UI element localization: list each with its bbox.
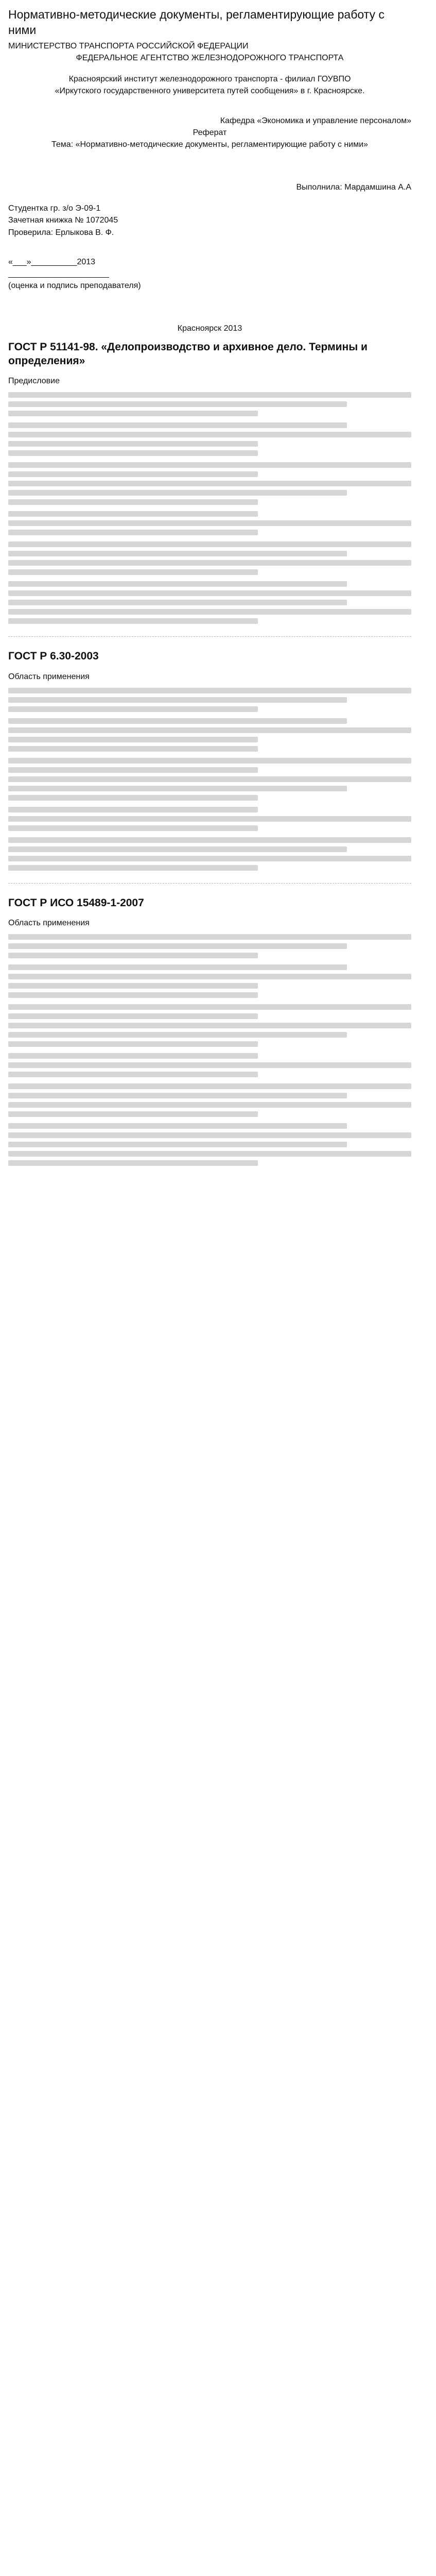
text-line-placeholder [8, 1004, 411, 1010]
paragraph-placeholder [8, 581, 411, 624]
text-line-placeholder [8, 1132, 411, 1138]
paragraph-placeholder [8, 422, 411, 456]
text-line-placeholder [8, 499, 258, 505]
checked-by-line: Проверила: Ерлыкова В. Ф. [8, 228, 114, 237]
text-line-placeholder [8, 727, 411, 733]
text-line-placeholder [8, 837, 411, 843]
paragraph-placeholder [8, 837, 411, 871]
text-line-placeholder [8, 560, 411, 566]
record-book-line: Зачетная книжка № 1072045 [8, 216, 118, 225]
text-line-placeholder [8, 1072, 258, 1077]
text-line-placeholder [8, 718, 347, 724]
text-line-placeholder [8, 697, 347, 703]
paragraph-placeholder [8, 718, 411, 752]
text-line-placeholder [8, 807, 258, 812]
text-line-placeholder [8, 964, 347, 970]
paragraph-placeholder [8, 1083, 411, 1117]
section-heading: ГОСТ Р 51141-98. «Делопроизводство и архивное дело. Термины и определения» [8, 341, 368, 367]
text-line-placeholder [8, 786, 347, 791]
document-section [8, 649, 411, 883]
ministry-line: МИНИСТЕРСТВО ТРАНСПОРТА РОССИЙСКОЙ ФЕДЕРАЦИИ [8, 41, 249, 50]
text-line-placeholder [8, 1111, 258, 1117]
text-line-placeholder [8, 1151, 411, 1157]
text-line-placeholder [8, 1053, 258, 1059]
text-line-placeholder [8, 816, 411, 822]
text-line-placeholder [8, 825, 258, 831]
text-line-placeholder [8, 581, 347, 587]
paragraph-placeholder [8, 964, 411, 998]
text-line-placeholder [8, 795, 258, 801]
text-line-placeholder [8, 943, 347, 949]
topic-line: Тема: «Нормативно-методические документы, регламентирующие работу с ними» [51, 140, 368, 149]
text-line-placeholder [8, 1102, 411, 1108]
text-line-placeholder [8, 746, 258, 752]
work-type-line: Реферат [193, 128, 227, 137]
document-page [0, 0, 420, 1193]
text-line-placeholder [8, 441, 258, 447]
institute-line: Красноярский институт железнодорожного транспорта - филиал ГОУВПО [68, 75, 351, 84]
text-line-placeholder [8, 511, 258, 517]
paragraph-placeholder [8, 807, 411, 831]
text-line-placeholder [8, 392, 411, 398]
text-line-placeholder [8, 530, 258, 535]
city-year-line: Красноярск 2013 [177, 324, 242, 333]
text-line-placeholder [8, 1093, 347, 1098]
document-section [8, 340, 411, 637]
text-line-placeholder [8, 569, 258, 575]
paragraph-placeholder [8, 1123, 411, 1166]
text-line-placeholder [8, 1013, 258, 1019]
section-heading: ГОСТ Р 6.30-2003 [8, 650, 99, 663]
text-line-placeholder [8, 600, 347, 605]
paragraph-placeholder [8, 541, 411, 575]
paragraph-placeholder [8, 688, 411, 712]
text-line-placeholder [8, 1062, 411, 1068]
text-line-placeholder [8, 856, 411, 861]
section-divider [8, 636, 411, 637]
paragraph-placeholder [8, 1053, 411, 1077]
text-line-placeholder [8, 688, 411, 693]
text-line-placeholder [8, 490, 347, 496]
text-line-placeholder [8, 758, 411, 764]
text-line-placeholder [8, 411, 258, 416]
section-label: Предисловие [8, 377, 60, 386]
text-line-placeholder [8, 590, 411, 596]
section-label: Область применения [8, 672, 90, 681]
paragraph-placeholder [8, 462, 411, 505]
text-line-placeholder [8, 401, 347, 407]
text-line-placeholder [8, 481, 411, 486]
text-line-placeholder [8, 846, 347, 852]
section-divider [8, 883, 411, 884]
student-group-line: Студентка гр. з/о Э-09-1 [8, 204, 101, 213]
text-line-placeholder [8, 1032, 347, 1038]
text-line-placeholder [8, 1023, 411, 1028]
document-sections [8, 340, 411, 1166]
text-line-placeholder [8, 450, 258, 456]
agency-line: ФЕДЕРАЛЬНОЕ АГЕНТСТВО ЖЕЛЕЗНОДОРОЖНОГО ТРАНСПОРТА [76, 53, 344, 62]
text-line-placeholder [8, 1083, 411, 1089]
text-line-placeholder [8, 618, 258, 624]
text-line-placeholder [8, 1142, 347, 1147]
text-line-placeholder [8, 422, 347, 428]
text-line-placeholder [8, 462, 411, 468]
text-line-placeholder [8, 541, 411, 547]
date-line: «___»__________2013 [8, 257, 96, 266]
text-line-placeholder [8, 1123, 347, 1129]
section-heading: ГОСТ Р ИСО 15489-1-2007 [8, 896, 144, 909]
text-line-placeholder [8, 551, 347, 556]
paragraph-placeholder [8, 934, 411, 958]
text-line-placeholder [8, 953, 258, 958]
document-section [8, 896, 411, 1166]
university-line: «Иркутского государственного университета путей сообщения» в г. Красноярске. [55, 87, 365, 96]
text-line-placeholder [8, 934, 411, 940]
text-line-placeholder [8, 776, 411, 782]
text-line-placeholder [8, 706, 258, 712]
author-line: Выполнила: Мардамшина А.А [296, 183, 411, 192]
text-line-placeholder [8, 974, 411, 979]
paragraph-placeholder [8, 758, 411, 801]
paragraph-placeholder [8, 511, 411, 535]
text-line-placeholder [8, 1041, 258, 1047]
text-line-placeholder [8, 992, 258, 998]
grade-caption: (оценка и подпись преподавателя) [8, 281, 141, 291]
paragraph-placeholder [8, 392, 411, 416]
department-line: Кафедра «Экономика и управление персоналом» [220, 116, 411, 125]
text-line-placeholder [8, 767, 258, 773]
text-line-placeholder [8, 609, 411, 615]
title-page [8, 40, 411, 335]
text-line-placeholder [8, 983, 258, 989]
signature-line: ______________________ [8, 269, 109, 279]
text-line-placeholder [8, 520, 411, 526]
section-label: Область применения [8, 919, 90, 928]
text-line-placeholder [8, 865, 258, 871]
text-line-placeholder [8, 432, 411, 437]
text-line-placeholder [8, 737, 258, 742]
text-line-placeholder [8, 471, 258, 477]
paragraph-placeholder [8, 1004, 411, 1047]
document-title: Нормативно-методические документы, регламентирующие работу с ними [8, 8, 385, 37]
text-line-placeholder [8, 1160, 258, 1166]
